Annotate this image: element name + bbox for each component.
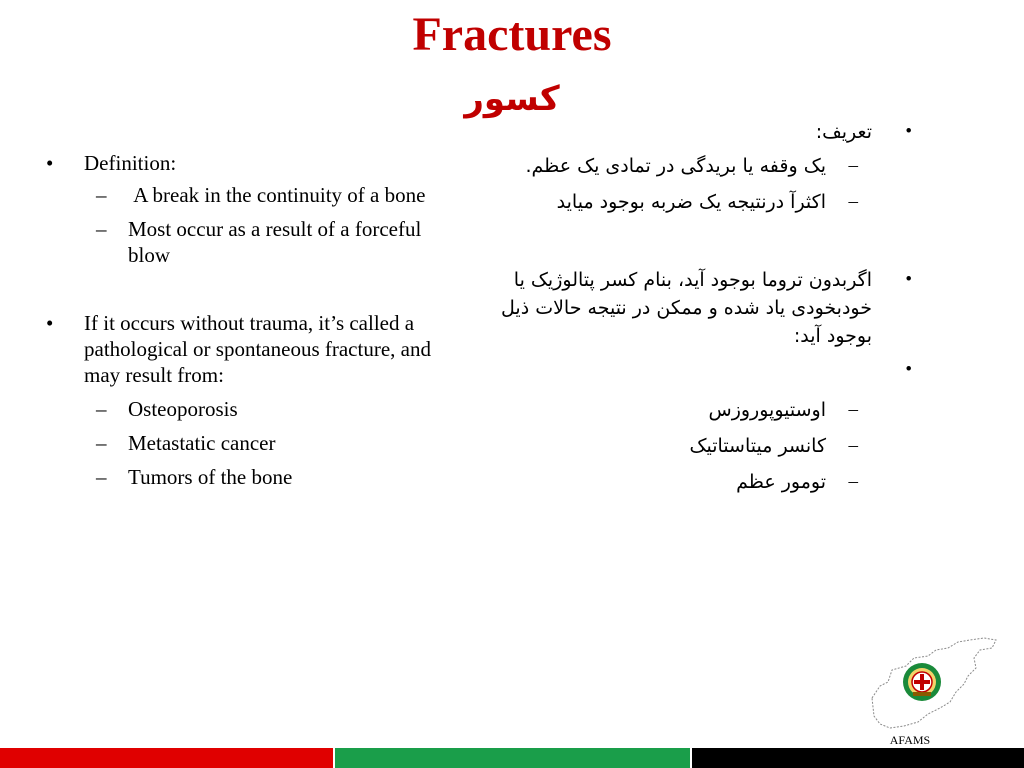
sub-item-text: A break in the continuity of a bone	[128, 183, 426, 207]
sub-item-text-dari: کانسر میتاستاتیک	[689, 435, 826, 457]
definition-label-dari: تعریف:	[815, 121, 872, 143]
sub-item	[40, 182, 450, 208]
dash-marker: –	[96, 217, 107, 241]
sub-item-text-dari: اوستیوپوروزس	[708, 399, 826, 421]
bullet-pathological	[40, 310, 450, 388]
english-content	[40, 150, 450, 490]
dash-marker: –	[96, 431, 107, 455]
dash-marker: –	[96, 183, 107, 207]
red-stripe	[0, 748, 333, 768]
sub-item-dari	[480, 468, 920, 496]
bullet-marker: •	[905, 121, 912, 142]
sub-item	[40, 430, 450, 456]
pathological-text-dari: اگربدون تروما بوجود آید، بنام کسر پتالوژیک یا خودبخودی یاد شده و ممکن در نتیجه حالات ذیل بوجود آید:	[501, 269, 872, 347]
slide-title: Fractures	[412, 8, 612, 61]
slide-title-dari: کسور	[464, 79, 560, 119]
sub-item-text: Osteoporosis	[128, 397, 238, 421]
sub-item-dari	[480, 152, 920, 180]
flag-color-bar	[0, 748, 1024, 768]
bullet-marker: •	[46, 151, 54, 175]
sub-item-dari	[480, 188, 920, 216]
dash-marker: –	[848, 191, 858, 212]
afams-label: AFAMS	[889, 733, 931, 747]
afghanistan-map-logo	[866, 636, 1002, 736]
sub-item-text-dari: تومور عظم	[736, 471, 826, 493]
sub-item	[40, 216, 450, 268]
green-stripe	[333, 748, 690, 768]
sub-item-dari	[480, 396, 920, 424]
sub-item-text: Tumors of the bone	[128, 465, 293, 489]
sub-item-dari	[480, 432, 920, 460]
bullet-marker: •	[905, 269, 912, 290]
dash-marker: –	[848, 471, 858, 492]
dash-marker: –	[848, 399, 858, 420]
bullet-definition	[40, 150, 450, 176]
bullet-marker: •	[905, 359, 912, 380]
dash-marker: –	[848, 435, 858, 456]
bullet-empty-dari	[480, 356, 920, 384]
bullet-definition-dari	[480, 118, 920, 146]
sub-item-text-dari: اکثرآ درنتیجه یک ضربه بوجود میاید	[556, 191, 826, 213]
dari-content	[480, 118, 920, 496]
pathological-text: If it occurs without trauma, it’s called a pathological or spontaneous fracture, and may result from:	[84, 311, 431, 387]
dash-marker: –	[96, 465, 107, 489]
bullet-marker: •	[46, 311, 54, 335]
sub-item-text: Metastatic cancer	[128, 431, 276, 455]
sub-item-text-dari: یک وقفه یا بریدگی در تمادی یک عظم.	[525, 155, 826, 177]
bullet-pathological-dari	[480, 266, 920, 350]
dash-marker: –	[96, 397, 107, 421]
sub-item	[40, 396, 450, 422]
definition-label: Definition:	[84, 151, 177, 175]
dash-marker: –	[848, 155, 858, 176]
black-stripe	[690, 748, 1024, 768]
sub-item-text: Most occur as a result of a forceful blow	[128, 217, 422, 267]
sub-item	[40, 464, 450, 490]
